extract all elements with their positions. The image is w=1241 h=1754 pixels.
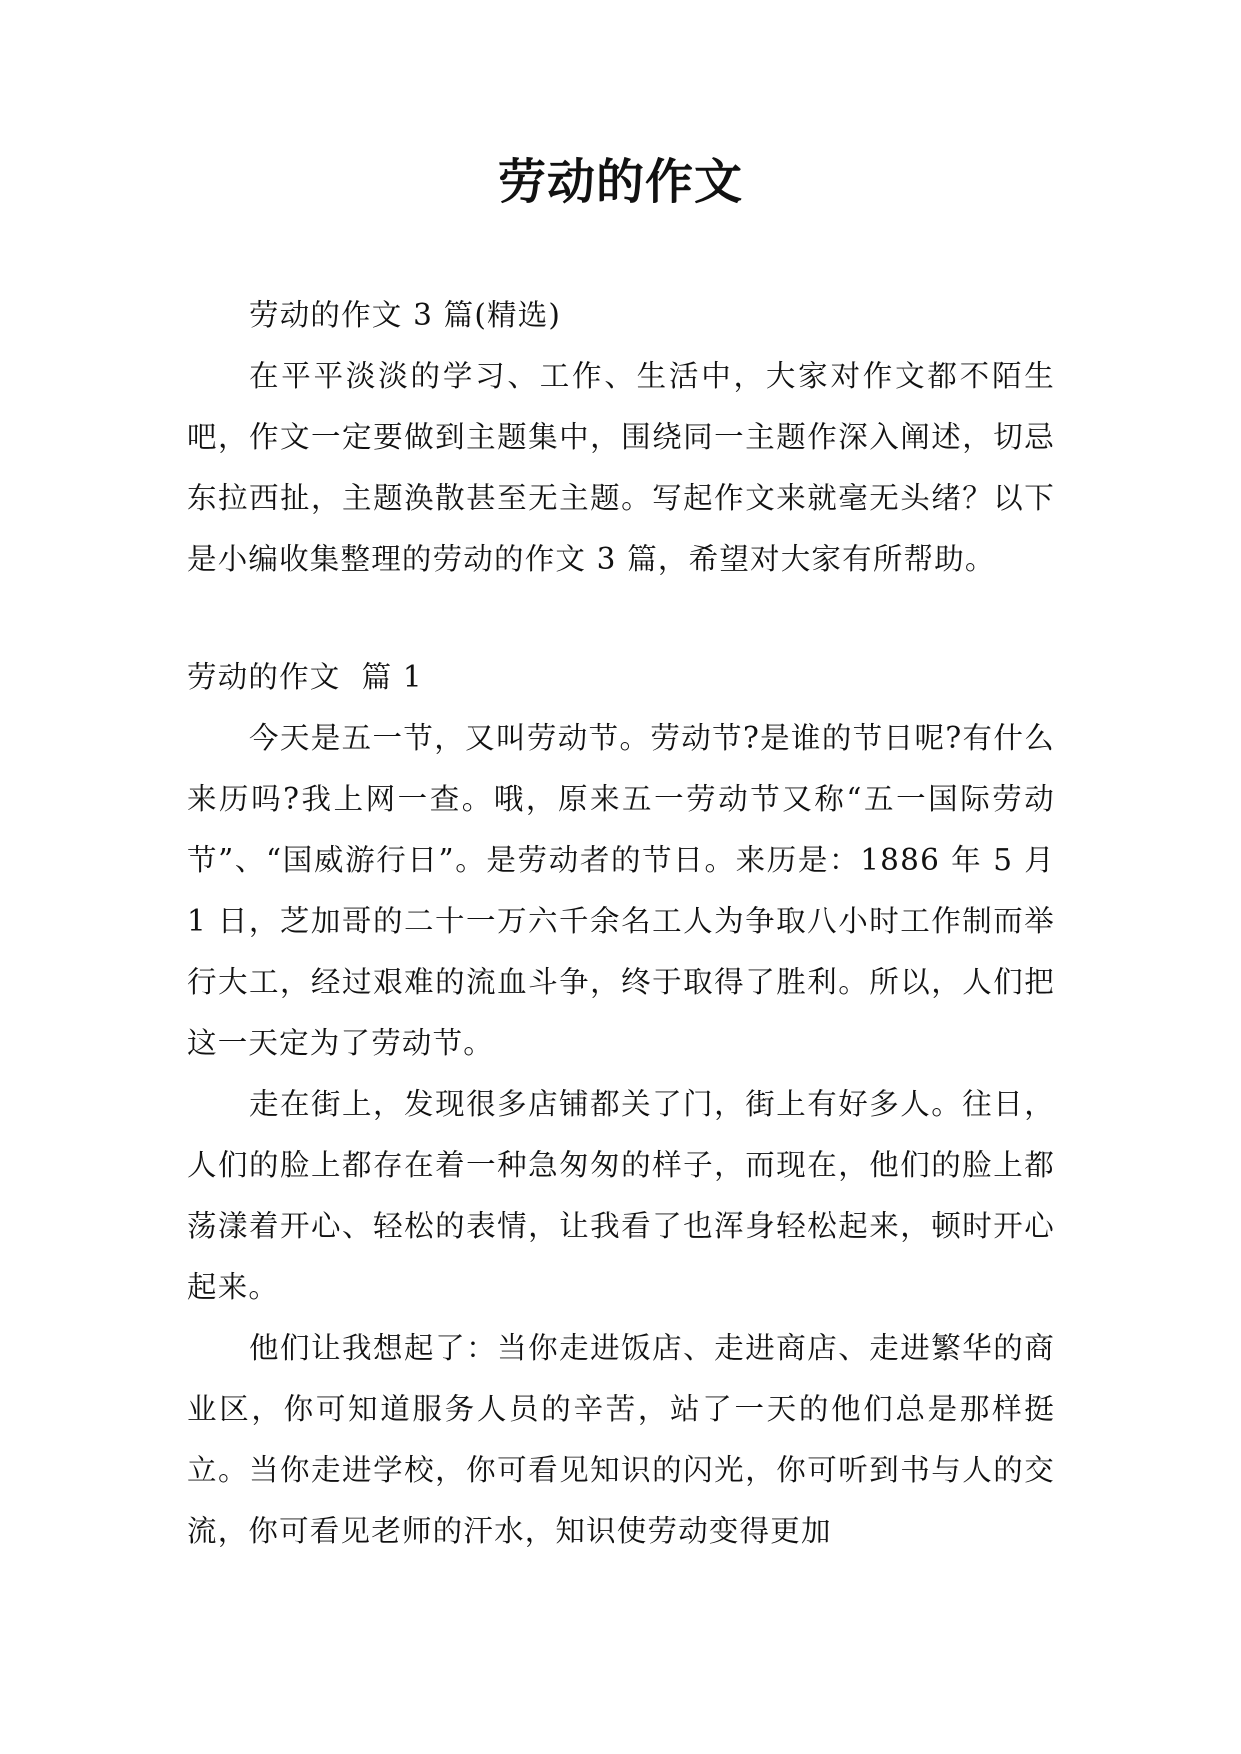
section-spacer: [187, 590, 1055, 647]
intro-paragraph: 在平平淡淡的学习、工作、生活中，大家对作文都不陌生吧，作文一定要做到主题集中，围绕同一主题作深入阐述，切忌东拉西扯，主题涣散甚至无主题。写起作文来就毫无头绪？以下是小编收集整理的劳动的作文 3 篇，希望对大家有所帮助。: [187, 359, 1055, 576]
document-title: 劳动的作文: [497, 154, 743, 210]
paragraph-3: 他们让我想起了：当你走进饭店、走进商店、走进繁华的商业区，你可知道服务人员的辛苦，站了一天的他们总是那样挺立。当你走进学校，你可看见知识的闪光，你可听到书与人的交流，你可看见老师的汗水，知识使劳动变得更加: [187, 1331, 1055, 1548]
document-body: [187, 285, 1055, 1562]
section-heading: 劳动的作文 篇 1: [187, 660, 423, 694]
paragraph-1: 今天是五一节，又叫劳动节。劳动节?是谁的节日呢?有什么来历吗?我上网一查。哦，原来五一劳动节又称“五一国际劳动节”、“国威游行日”。是劳动者的节日。来历是：1886 年 5 月 1 日，芝加哥的二十一万六千余名工人为争取八小时工作制而举行大工，经过艰难的流血斗争，终于取得了胜利。所以，人们把这一天定为了劳动节。: [187, 721, 1055, 1060]
subtitle: 劳动的作文 3 篇(精选): [249, 298, 562, 332]
paragraph-2: 走在街上，发现很多店铺都关了门，街上有好多人。往日，人们的脸上都存在着一种急匆匆的样子，而现在，他们的脸上都荡漾着开心、轻松的表情，让我看了也浑身轻松起来，顿时开心起来。: [187, 1087, 1055, 1304]
